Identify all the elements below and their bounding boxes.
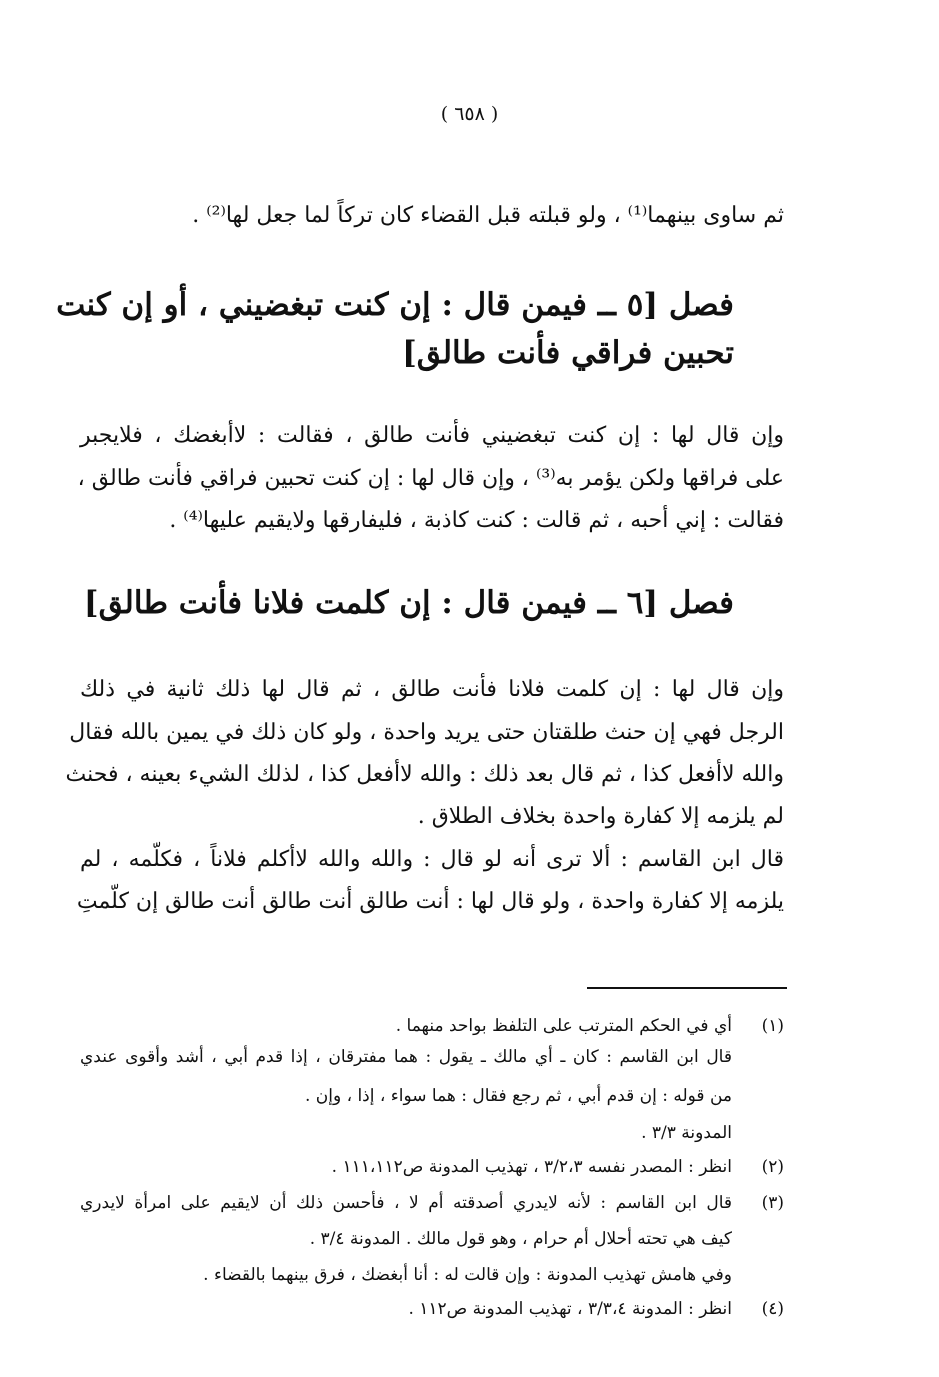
- section-5-paragraph-line: فقالت : إني أحبه ، ثم قالت : كنت كاذبة ، فليفارقها ولايقيم عليها⁽⁴⁾ .: [169, 508, 784, 533]
- section-5-paragraph-line: على فراقها ولكن يؤمر به⁽³⁾ ، وإن قال لها : إن كنت تحبين فراقي فأنت طالق ،: [77, 466, 784, 491]
- footnote-text: من قوله : إن قدم أبي ، ثم رجع فقال : هما سواء ، إذا ، وإن .: [304, 1086, 732, 1106]
- footnote-separator: [587, 987, 787, 989]
- section-6-heading: فصل [٦ ــ فيمن قال : إن كلمت فلانا فأنت طالق]: [83, 585, 734, 621]
- section-5-paragraph-line: وإن قال لها : إن كنت تبغضيني فأنت طالق ، فقالت : لاأبغضك ، فلايجبر: [80, 423, 784, 448]
- intro-line: ثم ساوى بينهما⁽¹⁾ ، ولو قبلته قبل القضاء كان تركاً لما جعل لها⁽²⁾ .: [192, 203, 784, 228]
- page-number: ( ٦٥٨ ): [440, 103, 499, 125]
- footnote-number: (٣): [761, 1193, 784, 1213]
- footnote-number: (٢): [761, 1157, 784, 1177]
- footnote-text: انظر : المصدر نفسه ٣/٢،٣ ، تهذيب المدونة ص١١١،١١٢ .: [331, 1157, 732, 1177]
- section-6-paragraph-line: الرجل فهي إن حنث طلقتان حتى يريد واحدة ، ولو كان ذلك في يمين بالله فقال: [69, 720, 784, 745]
- section-6-paragraph-line: والله لاأفعل كذا ، ثم قال بعد ذلك : والله لاأفعل كذا ، لذلك الشيء بعينه ، فحنث: [65, 762, 784, 787]
- section-6-paragraph-line: قال ابن القاسم : ألا ترى أنه لو قال : والله والله لاأكلم فلاناً ، فكلّمه ، لم: [80, 847, 784, 872]
- footnote-text: المدونة ٣/٣ .: [641, 1123, 732, 1143]
- section-6-paragraph-line: لم يلزمه إلا كفارة واحدة بخلاف الطلاق .: [417, 804, 784, 829]
- footnote-text: انظر : المدونة ٣/٣،٤ ، تهذيب المدونة ص١١٢ .: [408, 1299, 732, 1319]
- footnote-text: كيف هي تحته أحلال أم حرام ، وهو قول مالك . المدونة ٣/٤ .: [309, 1229, 732, 1249]
- footnote-text: قال ابن القاسم : كان ـ أي مالك ـ يقول : هما مفترقان ، إذا قدم أبي ، أشد وأقوى عندي: [80, 1047, 732, 1067]
- section-5-heading-line-1: فصل [٥ ــ فيمن قال : إن كنت تبغضيني ، أو إن كنت: [56, 287, 734, 323]
- footnote-text: وفي هامش تهذيب المدونة : وإن قالت له : أنا أبغضك ، فرق بينهما بالقضاء .: [203, 1265, 732, 1285]
- footnote-text: قال ابن القاسم : لأنه لايدري أصدقته أم لا ، فأحسن ذلك أن لايقيم على امرأة لايدري: [80, 1193, 732, 1213]
- section-6-paragraph-line: وإن قال لها : إن كلمت فلانا فأنت طالق ، ثم قال لها ذلك ثانية في ذلك: [80, 677, 784, 702]
- section-6-paragraph-line: يلزمه إلا كفارة واحدة ، ولو قال لها : أنت طالق أنت طالق أنت طالق إن كلّمتِ: [76, 889, 784, 914]
- footnote-number: (٤): [761, 1299, 784, 1319]
- footnote-text: أي في الحكم المترتب على التلفظ بواحد منهما .: [395, 1016, 732, 1036]
- section-5-heading-line-2: تحبين فراقي فأنت طالق]: [402, 335, 734, 371]
- footnote-number: (١): [761, 1016, 784, 1036]
